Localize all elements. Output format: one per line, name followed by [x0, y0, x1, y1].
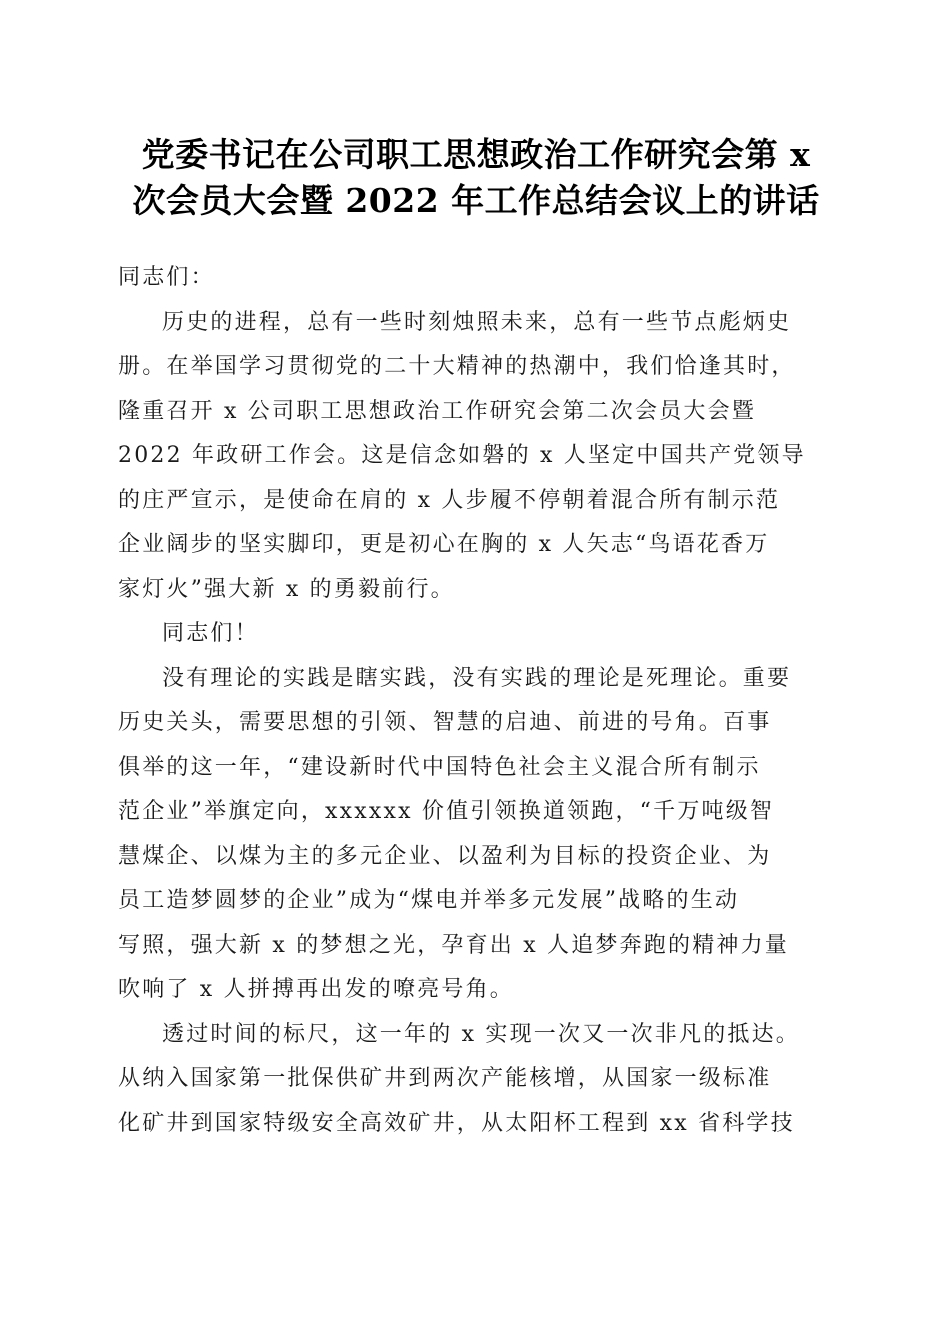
paragraph-line: 家灯火”强大新 x 的勇毅前行。	[118, 576, 455, 602]
paragraph-line: 从纳入国家第一批保供矿井到两次产能核增，从国家一级标准	[118, 1066, 772, 1091]
title-line-2: 次会员大会暨 2022 年工作总结会议上的讲话	[132, 181, 820, 220]
paragraph-line: 企业阔步的坚实脚印，更是初心在胸的 x 人矢志“鸟语花香万	[118, 532, 770, 557]
paragraph-line: 俱举的这一年，“建设新时代中国特色社会主义混合所有制示	[118, 754, 761, 780]
paragraph-line: 吹响了 x 人拼搏再出发的嘹亮号角。	[118, 977, 514, 1002]
paragraph-line: 写照，强大新 x 的梦想之光，孕育出 x 人追梦奔跑的精神力量	[118, 932, 789, 958]
title-line-1: 党委书记在公司职工思想政治工作研究会第 x	[141, 135, 811, 174]
paragraph-line: 2022 年政研工作会。这是信念如磐的 x 人坚定中国共产党领导	[118, 443, 806, 468]
paragraph-line: 隆重召开 x 公司职工思想政治工作研究会第二次会员大会暨	[118, 398, 756, 424]
document-title	[120, 132, 832, 224]
paragraph-line: 的庄严宣示，是使命在肩的 x 人步履不停朝着混合所有制示范	[118, 487, 781, 513]
paragraph-line: 范企业”举旗定向，xxxxxx 价值引领换道领跑，“千万吨级智	[118, 799, 775, 824]
salutation: 同志们！	[162, 621, 259, 646]
paragraph-line: 册。在举国学习贯彻党的二十大精神的热潮中，我们恰逢其时，	[118, 354, 796, 379]
paragraph-line: 慧煤企、以煤为主的多元企业、以盈利为目标的投资企业、为	[118, 843, 772, 869]
paragraph-line: 历史的进程，总有一些时刻烛照未来，总有一些节点彪炳史	[162, 309, 792, 335]
paragraph-line: 历史关头，需要思想的引领、智慧的启迪、前进的号角。百事	[118, 710, 772, 735]
paragraph-line: 没有理论的实践是瞎实践，没有实践的理论是死理论。重要	[162, 665, 792, 691]
paragraph-line: 透过时间的标尺，这一年的 x 实现一次又一次非凡的抵达。	[162, 1021, 800, 1047]
paragraph-line: 员工造梦圆梦的企业”成为“煤电并举多元发展”战略的生动	[118, 888, 740, 913]
salutation: 同志们：	[118, 265, 215, 290]
paragraph-line: 化矿井到国家特级安全高效矿井，从太阳杯工程到 xx 省科学技	[118, 1110, 795, 1136]
document-body	[118, 256, 838, 1146]
